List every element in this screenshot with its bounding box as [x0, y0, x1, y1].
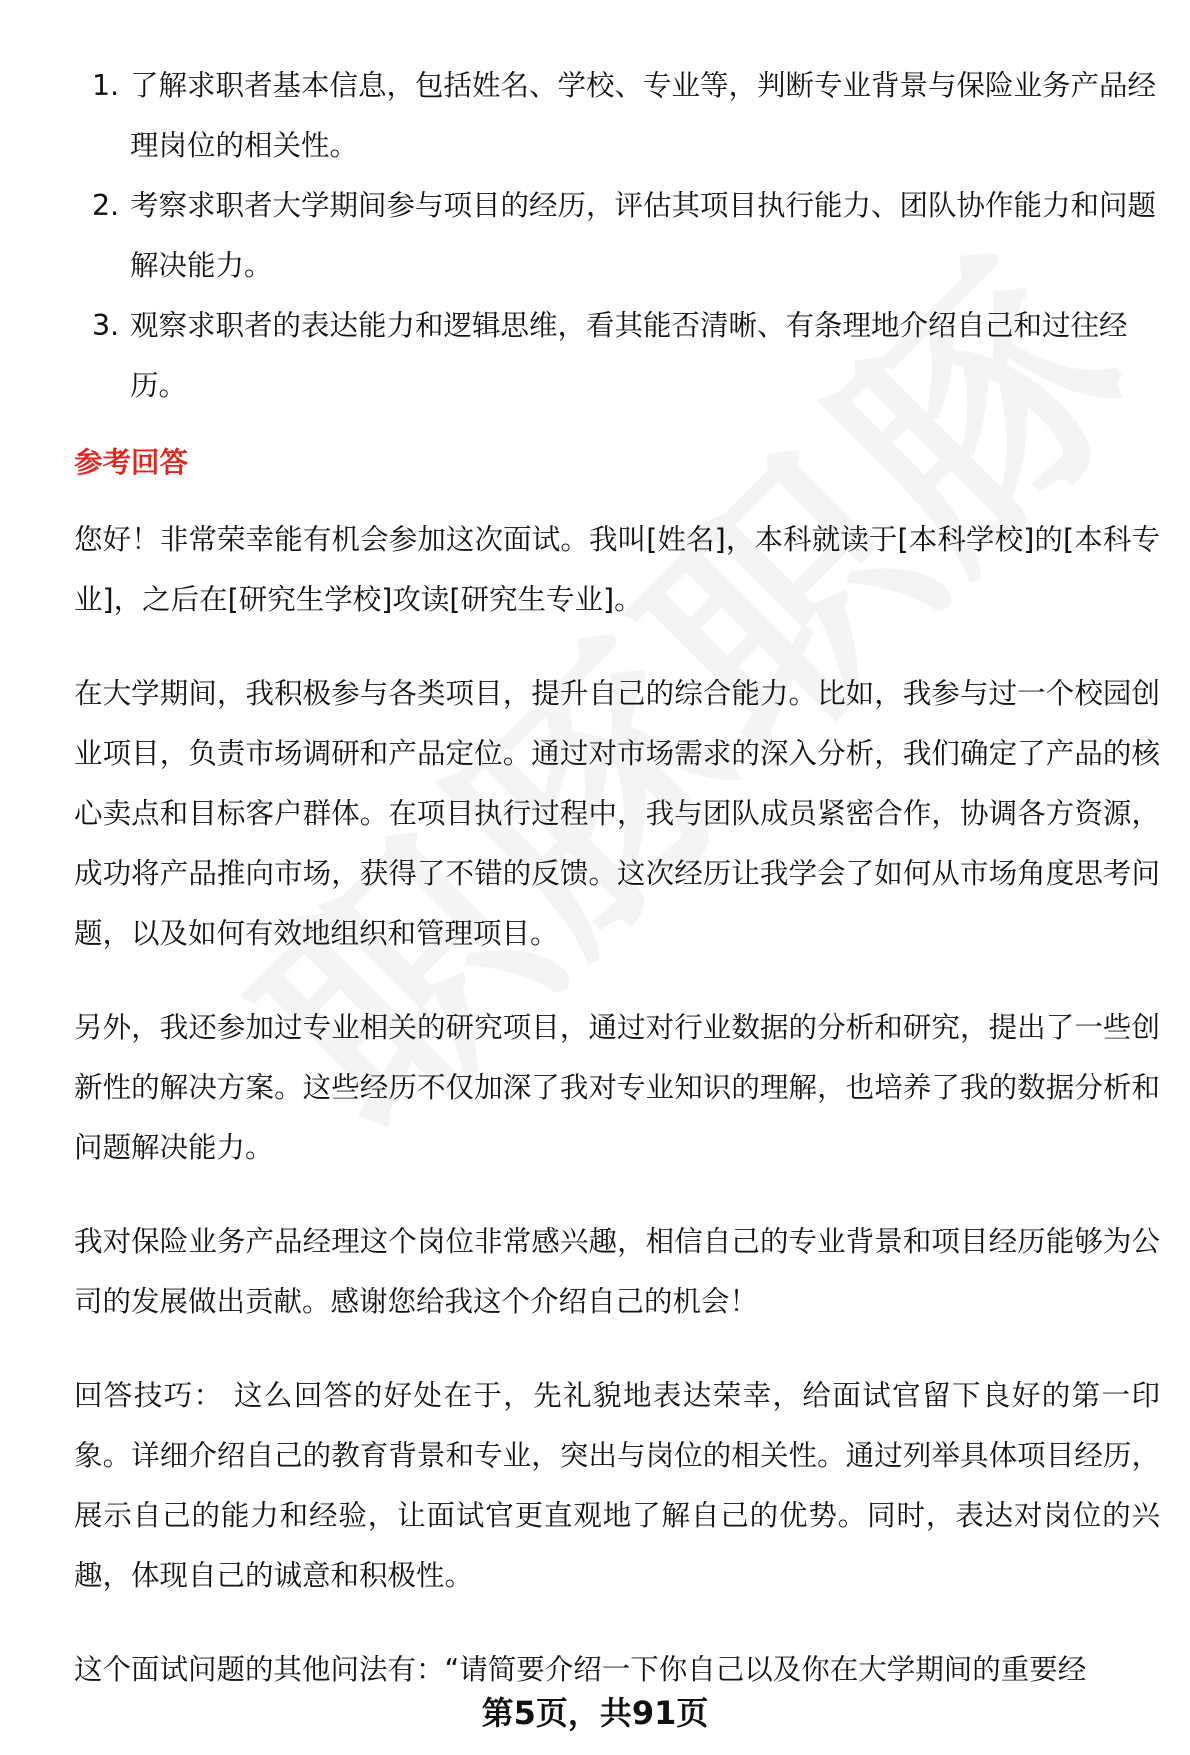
answer-paragraph: 另外，我还参加过专业相关的研究项目，通过对行业数据的分析和研究，提出了一些创新性的解决方案。这些经历不仅加深了我对专业知识的理解，也培养了我的数据分析和问题解决能力。: [74, 1011, 1160, 1164]
list-number: 3.: [92, 309, 120, 342]
evaluation-points-list: [74, 56, 1160, 416]
answer-tips-paragraph: 回答技巧： 这么回答的好处在于，先礼貌地表达荣幸，给面试官留下良好的第一印象。详细介绍自己的教育背景和专业，突出与岗位的相关性。通过列举具体项目经历，展示自己的能力和经验，让面试官更直观地了解自己的优势。同时，表达对岗位的兴趣，体现自己的诚意和积极性。: [74, 1379, 1160, 1592]
alternate-questions-paragraph: 这个面试问题的其他问法有：“请简要介绍一下你自己以及你在大学期间的重要经: [74, 1653, 1087, 1686]
page-content: [74, 56, 1160, 1700]
answer-paragraph: 我对保险业务产品经理这个岗位非常感兴趣，相信自己的专业背景和项目经历能够为公司的发展做出贡献。感谢您给我这个介绍自己的机会！: [74, 1225, 1160, 1318]
answer-paragraph: 您好！非常荣幸能有机会参加这次面试。我叫[姓名]，本科就读于[本科学校]的[本科专业]，之后在[研究生学校]攻读[研究生专业]。: [74, 523, 1160, 616]
list-item: [74, 56, 1160, 176]
list-item-text: 了解求职者基本信息，包括姓名、学校、专业等，判断专业背景与保险业务产品经理岗位的相关性。: [130, 69, 1157, 162]
list-item: [74, 176, 1160, 296]
list-item-text: 观察求职者的表达能力和逻辑思维，看其能否清晰、有条理地介绍自己和过往经历。: [130, 309, 1128, 402]
answer-paragraph: 在大学期间，我积极参与各类项目，提升自己的综合能力。比如，我参与过一个校园创业项目，负责市场调研和产品定位。通过对市场需求的深入分析，我们确定了产品的核心卖点和目标客户群体。在项目执行过程中，我与团队成员紧密合作，协调各方资源，成功将产品推向市场，获得了不错的反馈。这次经历让我学会了如何从市场角度思考问题，以及如何有效地组织和管理项目。: [74, 677, 1160, 950]
list-number: 2.: [92, 189, 120, 222]
list-item: [74, 296, 1160, 416]
list-item-text: 考察求职者大学期间参与项目的经历，评估其项目执行能力、团队协作能力和问题解决能力。: [130, 189, 1157, 282]
section-title-reference-answer: 参考回答: [74, 446, 189, 479]
page-number-footer: 第5页，共91页: [481, 1694, 709, 1732]
list-number: 1.: [92, 69, 120, 102]
